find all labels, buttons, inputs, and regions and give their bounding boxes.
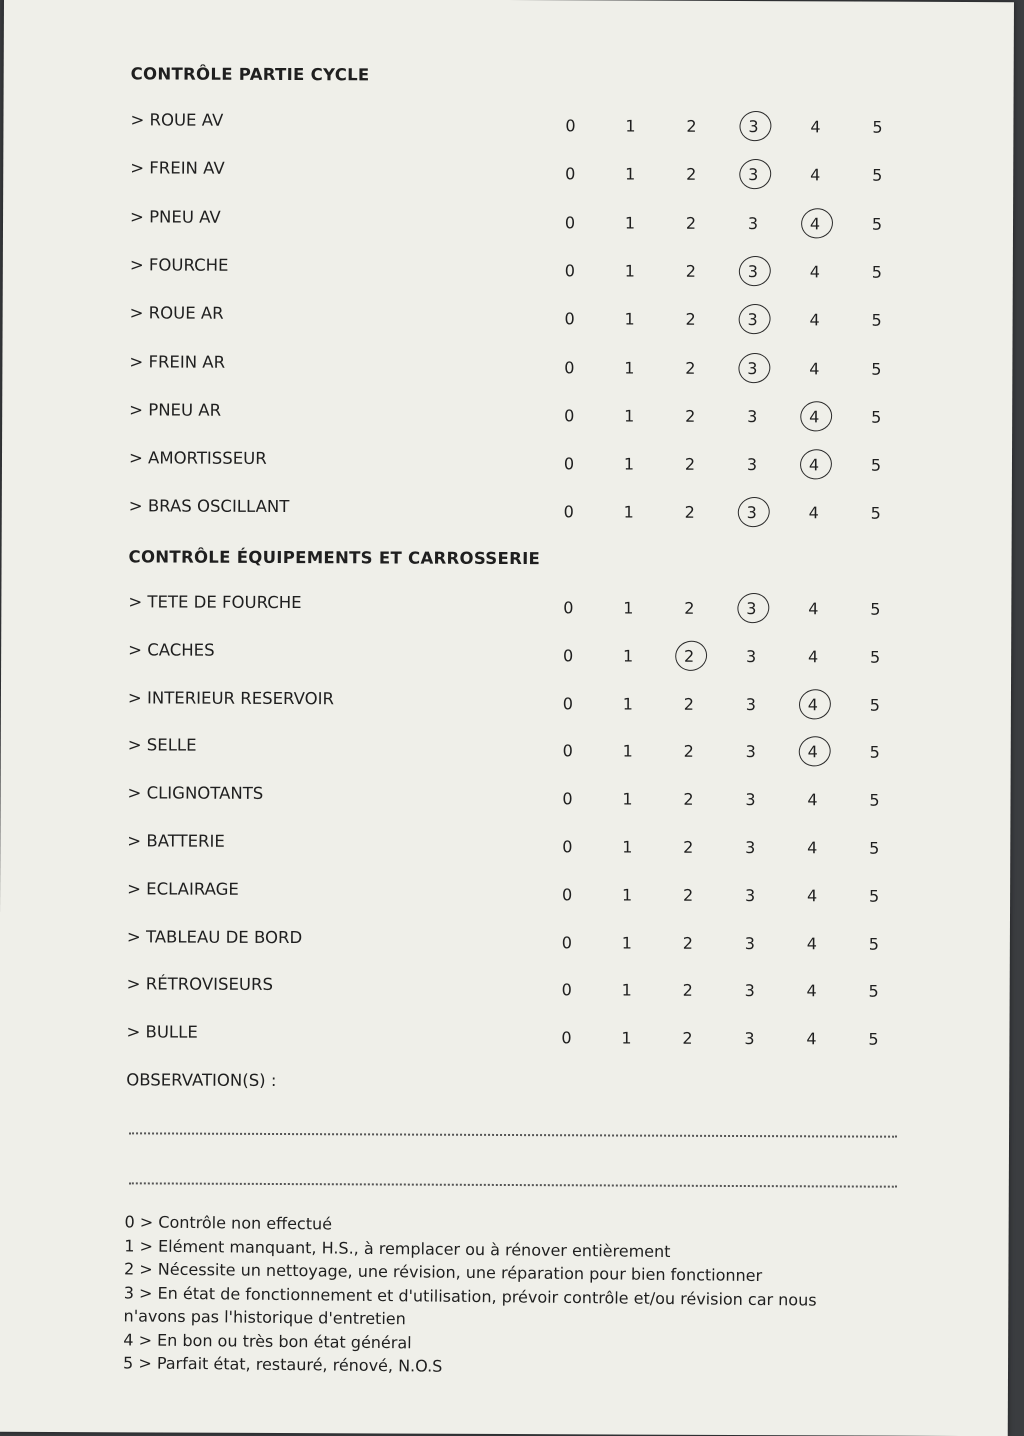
score-option: 0 [563,598,574,618]
score-option: 5 [869,790,880,810]
score-option: 5 [871,407,882,427]
score-option: 3 [744,981,755,1001]
score-option: 5 [869,838,880,858]
item-label: > TETE DE FOURCHE [128,592,302,613]
score-option: 2 [682,1028,693,1048]
score-option: 0 [564,406,575,426]
legend-line: 4 > En bon ou très bon état général [123,1329,412,1352]
score-option: 2 [682,981,693,1001]
score-option: 4 [806,981,817,1001]
score-option: 5 [868,886,880,906]
score-option: 5 [868,1029,879,1049]
item-label: > BATTERIE [127,831,225,851]
item-label: > FREIN AV [130,158,225,179]
score-option: 5 [868,934,880,954]
score-option: 4 [809,262,820,282]
score-option: 0 [561,980,572,1000]
score-option: 1 [622,741,633,761]
item-label: > SELLE [127,735,197,756]
score-option: 3 [745,838,756,858]
score-option: 3 [744,933,756,953]
score-option-selected: 3 [738,117,768,136]
score-option: 5 [870,647,881,667]
item-label: > PNEU AV [130,206,221,227]
legend-line: 2 > Nécessite un nettoyage, une révision, une réparation pour bien fonctionner [124,1259,763,1286]
item-label: > FOURCHE [129,255,229,275]
rating-row [2,351,1012,385]
score-option: 4 [807,838,818,858]
item-label: > TABLEAU DE BORD [126,926,303,947]
score-option-selected: 4 [799,407,829,426]
rating-row [1,640,1011,674]
item-label: > FREIN AR [129,351,226,372]
score-option: 1 [624,358,635,378]
score-option-selected: 2 [674,647,704,666]
score-option: 3 [746,455,758,475]
score-option-selected: 3 [738,310,768,329]
score-option: 5 [871,359,882,379]
score-option: 4 [808,599,819,619]
score-option: 0 [563,502,574,522]
score-option: 3 [747,406,758,426]
rating-legend [123,1210,925,1383]
legend-line: 0 > Contrôle non effectué [124,1212,333,1234]
rating-row [3,158,1013,192]
score-option: 2 [683,742,694,762]
score-option: 2 [683,837,694,857]
score-option-selected: 4 [798,695,828,714]
score-option: 4 [810,117,821,137]
score-option: 0 [561,932,573,952]
score-option: 2 [686,165,697,185]
rating-row [1,592,1011,626]
score-option-selected: 3 [736,599,766,618]
score-option: 2 [685,309,696,330]
item-label: > ECLAIRAGE [127,879,239,899]
score-option: 2 [686,116,697,136]
rating-row [2,448,1012,482]
score-option: 2 [685,261,696,281]
score-option: 0 [561,1028,572,1048]
score-option-selected: 4 [798,743,828,762]
score-option: 1 [622,837,633,857]
score-option: 2 [684,454,696,474]
score-option: 2 [685,358,696,378]
rating-row [0,926,1010,960]
item-label: > AMORTISSEUR [128,448,267,469]
score-option: 1 [621,980,632,1000]
score-option: 0 [565,116,576,136]
item-label: > BRAS OSCILLANT [128,496,290,517]
rating-row [2,496,1012,530]
score-option: 2 [684,503,695,523]
score-option: 1 [621,933,633,953]
score-option: 4 [806,1029,817,1049]
rating-row [0,1022,1010,1056]
item-label: > CLIGNOTANTS [127,783,264,804]
score-option: 1 [622,789,633,809]
score-option: 5 [869,742,880,763]
score-option-selected: 3 [738,262,768,281]
score-option: 0 [564,261,575,281]
score-option: 3 [745,790,756,810]
item-label: > INTERIEUR RESERVOIR [127,687,334,708]
score-option: 2 [682,885,694,905]
score-option: 1 [623,646,634,666]
score-option: 4 [808,647,819,667]
score-option: 2 [685,406,696,426]
score-option: 5 [870,455,882,475]
item-label: > ROUE AV [130,110,224,130]
score-option: 4 [809,358,820,378]
score-option: 1 [624,261,635,281]
observation-line-2 [129,1182,897,1187]
observations-label: OBSERVATION(S) : [126,1070,277,1090]
score-option: 1 [621,885,633,905]
rating-row [1,735,1011,769]
score-option: 1 [624,406,635,426]
score-option: 0 [565,164,576,184]
rating-row [0,974,1010,1008]
score-option: 3 [747,213,759,233]
item-label: > RÉTROVISEURS [126,974,274,995]
score-option: 3 [745,742,756,762]
rating-row [3,303,1013,337]
rating-row [0,879,1010,913]
score-option: 5 [870,503,881,524]
score-option: 1 [623,454,635,474]
legend-line: 5 > Parfait état, restauré, rénové, N.O.S [123,1353,443,1376]
section-title-equipment: CONTRÔLE ÉQUIPEMENTS ET CARROSSERIE [128,547,541,569]
rating-row [3,110,1013,144]
score-option: 2 [685,213,697,233]
score-option: 4 [806,933,818,953]
score-option: 0 [562,741,573,761]
score-option: 5 [870,599,881,619]
score-option: 1 [624,309,635,329]
score-option: 2 [683,694,695,714]
score-option-selected: 3 [738,165,768,184]
score-option-selected: 4 [800,214,830,233]
score-option: 3 [745,694,757,714]
legend-line: 1 > Elément manquant, H.S., à remplacer ou à rénover entièrement [124,1235,671,1261]
score-option: 1 [623,598,634,618]
score-option: 1 [621,1028,632,1048]
score-option: 4 [807,790,818,810]
score-option: 5 [871,262,882,282]
observation-line-1 [129,1132,897,1137]
rating-row [0,831,1010,865]
legend-line: n'avons pas l'historique d'entretien [123,1306,406,1329]
item-label: > PNEU AR [129,400,222,420]
score-option: 2 [684,598,695,618]
score-option: 4 [810,165,821,185]
score-option: 0 [562,693,574,713]
rating-row [1,687,1011,721]
score-option-selected: 3 [737,503,767,522]
score-option-selected: 4 [799,455,829,474]
legend-line: 3 > En état de fonctionnement et d'utilisation, prévoir contrôle et/ou révision car nous [123,1282,817,1310]
score-option: 4 [806,886,818,906]
score-option: 5 [868,981,879,1002]
score-option: 0 [562,789,573,809]
score-option: 5 [872,165,883,185]
score-option: 1 [624,213,636,233]
rating-row [3,206,1013,240]
rating-row [2,400,1012,434]
score-option: 5 [872,117,883,137]
item-label: > ROUE AR [129,303,224,323]
score-option: 4 [808,503,819,523]
score-option: 0 [563,646,574,666]
score-option: 0 [564,309,575,329]
score-option: 1 [625,164,636,184]
score-option: 3 [744,885,756,905]
score-option: 1 [623,502,634,522]
score-option: 0 [562,837,573,857]
score-option: 5 [869,695,881,715]
score-option: 3 [746,646,757,666]
score-option: 1 [625,116,636,136]
item-label: > BULLE [126,1022,198,1042]
score-option: 4 [809,310,820,330]
section-title-cycle: CONTRÔLE PARTIE CYCLE [130,64,370,85]
score-option: 0 [564,357,575,377]
score-option: 5 [871,310,882,330]
score-option: 0 [561,885,573,905]
score-option: 0 [563,454,575,474]
score-option: 3 [744,1029,755,1049]
score-option-selected: 3 [737,359,767,378]
item-label: > CACHES [128,640,215,660]
score-option: 2 [682,933,694,953]
score-option: 1 [622,694,634,714]
score-option: 2 [683,789,694,810]
score-option: 5 [871,214,883,234]
rating-row [3,255,1013,289]
rating-row [0,783,1010,817]
score-option: 0 [564,212,576,232]
